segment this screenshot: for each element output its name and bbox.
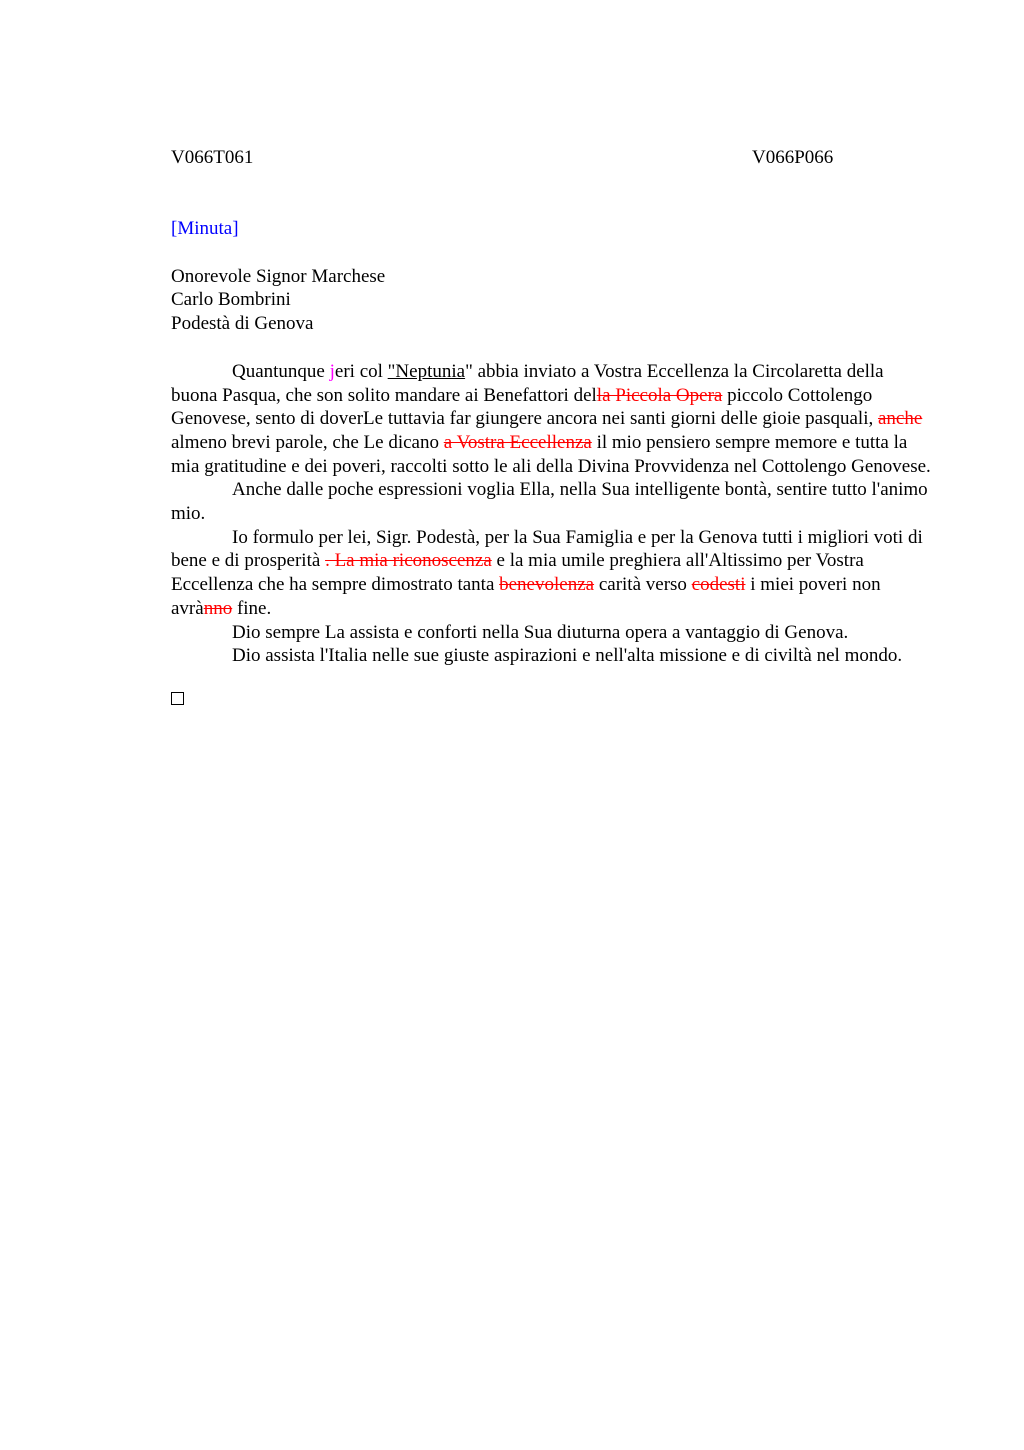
- document-header: [171, 146, 931, 170]
- text-run: eri col: [334, 360, 388, 382]
- document-page: [171, 146, 931, 705]
- deleted-text: . La mia riconoscenza: [325, 550, 492, 572]
- underlined-text: "Neptunia: [387, 360, 466, 382]
- deleted-text: benevolenza: [499, 574, 595, 596]
- address-line: Carlo Bombrini: [171, 289, 291, 311]
- text-run: e la mia umile preghiera all'Altissimo per Vostra Eccellenza che ha sempre dimostrato tanta: [171, 550, 864, 596]
- text-run: Io formulo per lei, Sigr. Podestà, per la Sua Famiglia e per la Genova tutti i migliori voti di bene e di prosperità: [171, 526, 923, 572]
- letter-body: [171, 360, 931, 668]
- document-code-left: V066T061: [171, 147, 254, 168]
- text-run: piccolo Cottolengo Genovese, sento di doverLe tuttavia far giungere ancora nei santi giorni delle gioie pasquali,: [171, 384, 878, 430]
- text-run: fine.: [232, 597, 272, 619]
- deleted-text: la Piccola Opera: [596, 384, 723, 406]
- paragraph-2: Anche dalle poche espressioni voglia Ella, nella Sua intelligente bontà, sentire tutto l'animo mio.: [171, 479, 928, 525]
- end-box-icon: [171, 692, 184, 705]
- deleted-text: codesti: [691, 574, 746, 596]
- text-run: almeno brevi parole, che Le dicano: [171, 431, 444, 453]
- address-line: Podestà di Genova: [171, 313, 314, 335]
- text-run: Quantunque: [232, 360, 330, 382]
- paragraph-4: Dio sempre La assista e conforti nella Sua diuturna opera a vantaggio di Genova.: [232, 621, 849, 643]
- address-line: Onorevole Signor Marchese: [171, 265, 386, 287]
- paragraph-3: [171, 526, 931, 621]
- insertion-mark: j: [329, 360, 335, 382]
- address-block: [171, 265, 931, 336]
- minuta-label: [Minuta]: [171, 218, 239, 239]
- text-run: il mio pensiero sempre memore e tutta la mia gratitudine e dei poveri, raccolti sotto le ali della Divina Provvidenza nel Cottolengo Genovese.: [171, 431, 931, 477]
- deleted-text: a Vostra Eccellenza: [443, 431, 592, 453]
- paragraph-1: [171, 360, 931, 479]
- paragraph-5: Dio assista l'Italia nelle sue giuste aspirazioni e nell'alta missione e di civiltà nel mondo.: [232, 645, 903, 667]
- text-run: carità verso: [594, 574, 692, 596]
- document-code-right: V066P066: [752, 147, 834, 168]
- text-run: " abbia inviato a Vostra Eccellenza la Circolaretta della buona Pasqua, che son solito mandare ai Benefattori del: [171, 360, 884, 406]
- text-run: i miei poveri non avrà: [171, 574, 881, 619]
- deleted-text: nno: [203, 597, 233, 619]
- deleted-text: anche: [877, 408, 923, 430]
